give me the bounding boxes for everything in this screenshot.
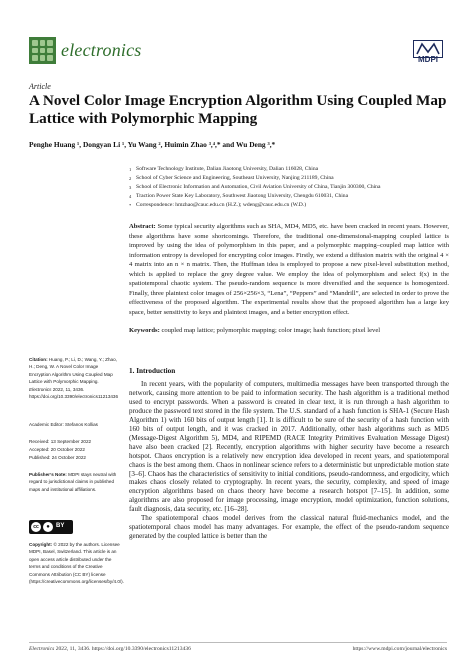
publisher-note: Publisher’s Note: MDPI stays neutral with regard to jurisdictional claims in published maps and institutional affiliations. <box>29 472 117 492</box>
abstract-text: Some typical security algorithms such as SHA, MD4, MD5, etc. have been cracked in recent years. However, these algorithms have some shortcomings. Therefore, the traditional one-dimensional-mapping coupled lattice is improved by using the idea of polymorphism in this paper, and a polymorphic mapping–coupled map lattice with information entropy is developed for encrypting color images. Firstly, we extend a diffusion matrix with the original 4 × 4 matrix into an n × n matrix. Then, the Huffman idea is employed to propose a new pixel-level substitution method, which is applied to replace the grey degree value. We employ the idea of polymorphism and select f(x) in the spatiotemporal chaotic system. The pseudo-random sequence is more diversified and the sequence is homogenized. Finally, three plaintext color images of 256×256×3, “Lena”, “Peppers” and “Mandrill”, are selected in order to prove the effectiveness of the proposed algorithm. The experimental results show that the proposed algorithm has a large key space, better sensitivity to keys and plaintext images, and a better encryption effect. <box>129 223 449 316</box>
citation-block: Citation: Huang, P.; Li, D.; Wang, Y.; Zhao, H.; Deng, W. A Novel Color Image Encryption Algorithm Using Coupled Map Lattice with Polymorphic Mapping. Electronics 2022, 11, 3436. https://doi.org/10.3390/electronics11213436 <box>29 357 119 400</box>
body-text <box>129 380 449 541</box>
keywords <box>129 326 449 335</box>
footer-journal-link[interactable]: https://www.mdpi.com/journal/electronics <box>352 646 447 652</box>
footer-citation: Electronics 2022, 11, 3436. https://doi.org/10.3390/electronics11213436 <box>29 646 191 652</box>
correspondence: * Correspondence: hmzhao@cauc.edu.cn (H.Z.); wdeng@cauc.edu.cn (W.D.) <box>129 202 307 208</box>
accepted-date: Accepted: 20 October 2022 <box>29 447 85 452</box>
affiliation-item: 1 Software Technology Institute, Dalian Jiaotong University, Dalian 116028, China <box>129 166 319 172</box>
abstract-label: Abstract: <box>129 223 156 230</box>
publisher-logo <box>413 40 443 64</box>
affiliation-item: 4 Traction Power State Key Laboratory, Southwest Jiaotong University, Chengdu 610031, China <box>129 193 349 199</box>
footer-divider <box>29 642 447 643</box>
article-title: A Novel Color Image Encryption Algorithm Using Coupled Map Lattice with Polymorphic Mapping <box>29 92 447 127</box>
person-icon: ● <box>43 522 53 532</box>
published-date: Published: 24 October 2022 <box>29 455 86 460</box>
cc-license-badge[interactable]: cc ● BY <box>29 520 73 534</box>
affiliation-item: 3 School of Electronic Information and Automation, Civil Aviation University of China, Tianjin 300300, China <box>129 184 381 190</box>
article-type: Article <box>29 82 51 91</box>
keywords-text: coupled map lattice; polymorphic mapping; color image; hash function; pixel level <box>161 327 381 334</box>
keywords-label: Keywords: <box>129 327 160 334</box>
author-list: Penghe Huang ¹, Dongyan Li ¹, Yu Wang ², Huimin Zhao ³,⁴,* and Wu Deng ³,* <box>29 140 276 149</box>
received-date: Received: 13 September 2022 <box>29 439 92 444</box>
abstract <box>129 222 449 317</box>
paragraph: In recent years, with the popularity of computers, multimedia messages have been transported through the network, causing more attention to be paid to information security. The hash algorithm is a traditional method used to encrypt passwords. When a password is created in clear text, it is run through a hash algorithm to produce the password text stored in the file system. The U.S. standard of a hash function is SHA-1 (Secure Hash Algorithm 1) with 160 bits of output length [1]. It is difficult to be sure of the security of a hash function with 160 bits of output length, and it was cracked in 2017. Additionally, other hash algorithms such as MD5 (Message-Digest Algorithm 5), MD4, and RIPEMD (RACE Integrity Primitives Evaluation Message Digest) have also been cracked [2]. Recently, encryption algorithms with higher security have become a research hotspot. Chaos encryption is a relatively new encryption idea developed in recent years, and spatiotemporal chaos is the best among them. Chaos in nonlinear science refers to a deterministic but unpredictable motion state [3–6]. Chaos has the characteristics of sensitivity to initial conditions, pseudo-randomness, and ergodicity, which makes chaos closely related to cryptography. In recent years, the security, complexity, and speed of image encryption algorithms based on chaos theory have become a research hotspot [7–15]. In addition, some algorithms are also proposed for image processing, image encryption, model optimization, function solutions, fault diagnosis, data security, etc. [16–28]. <box>129 380 449 514</box>
affiliation-item: 2 School of Cyber Science and Engineering, Southeast University, Nanjing 211189, China <box>129 175 334 181</box>
journal-name: electronics <box>61 40 142 60</box>
affiliations <box>129 165 449 210</box>
copyright-block: Copyright: © 2022 by the authors. Licensee MDPI, Basel, Switzerland. This article is an open access article distributed under the terms and conditions of the Creative Commons Attribution (CC BY) license (https://creativecommons.org/licenses/by/4.0/). <box>29 542 124 585</box>
journal-logo <box>29 37 56 64</box>
academic-editor: Academic Editor: Stefanos Kollias <box>29 422 98 427</box>
citation-doi-link[interactable]: 2022, 11, 3436. https://doi.org/10.3390/electronics11213436 <box>29 386 119 400</box>
paragraph: The spatiotemporal chaos model derives from the classical natural fluid-mechanics model, and the spatiotemporal chaos model has many advantages. For example, the effect of the pseudo-random sequence generated by the coupled lattice is better than the <box>129 514 449 541</box>
publisher-name: MDPI <box>418 55 438 64</box>
cc-icon: cc <box>31 522 41 532</box>
section-heading: 1. Introduction <box>129 367 176 375</box>
